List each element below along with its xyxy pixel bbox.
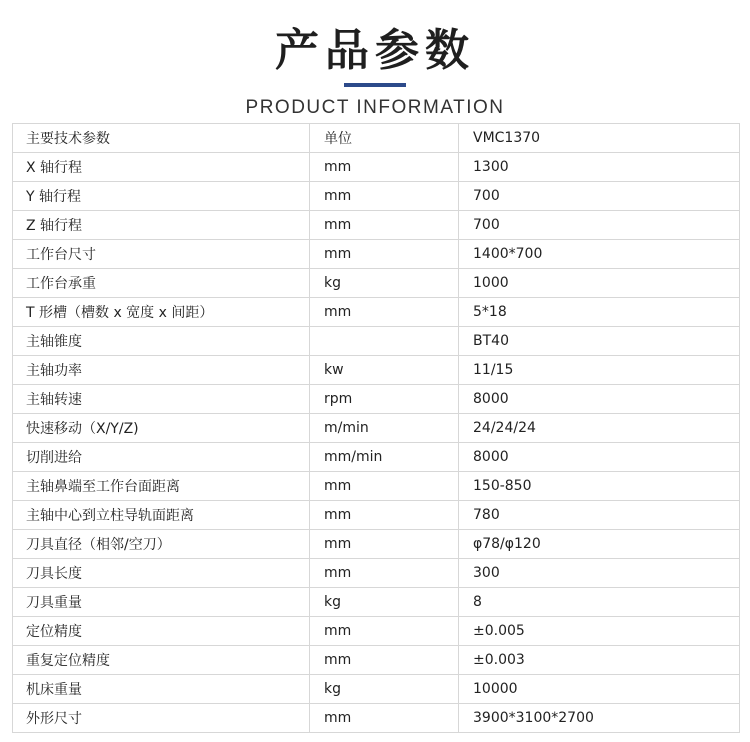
value-cell: 150-850	[459, 472, 740, 501]
param-name-cell: Z 轴行程	[13, 211, 310, 240]
table-row	[13, 414, 740, 443]
param-name-cell: 工作台尺寸	[13, 240, 310, 269]
unit-cell: mm	[310, 240, 459, 269]
unit-cell: kg	[310, 588, 459, 617]
value-cell: 5*18	[459, 298, 740, 327]
value-cell: 1000	[459, 269, 740, 298]
param-name-cell: 切削进给	[13, 443, 310, 472]
table-row	[13, 356, 740, 385]
unit-cell: mm/min	[310, 443, 459, 472]
param-name-cell: 外形尺寸	[13, 704, 310, 733]
value-cell: 24/24/24	[459, 414, 740, 443]
table-row	[13, 240, 740, 269]
table-row	[13, 443, 740, 472]
unit-cell: kg	[310, 269, 459, 298]
param-name-cell: 工作台承重	[13, 269, 310, 298]
value-cell: φ78/φ120	[459, 530, 740, 559]
table-row	[13, 269, 740, 298]
value-cell: 8000	[459, 443, 740, 472]
param-name-cell: 主轴转速	[13, 385, 310, 414]
value-cell: 300	[459, 559, 740, 588]
value-cell: 1400*700	[459, 240, 740, 269]
unit-cell: mm	[310, 211, 459, 240]
table-row	[13, 298, 740, 327]
table-row	[13, 385, 740, 414]
unit-cell: m/min	[310, 414, 459, 443]
value-cell: 8000	[459, 385, 740, 414]
unit-cell: mm	[310, 298, 459, 327]
param-name-cell: 刀具长度	[13, 559, 310, 588]
param-name-cell: 机床重量	[13, 675, 310, 704]
table-row	[13, 646, 740, 675]
table-row	[13, 153, 740, 182]
unit-cell: mm	[310, 472, 459, 501]
spec-table	[12, 123, 740, 733]
param-name-cell: 主轴鼻端至工作台面距离	[13, 472, 310, 501]
value-cell: 1300	[459, 153, 740, 182]
param-name-cell: 重复定位精度	[13, 646, 310, 675]
value-cell: BT40	[459, 327, 740, 356]
unit-cell: mm	[310, 530, 459, 559]
param-name-cell: 主轴中心到立柱导轨面距离	[13, 501, 310, 530]
param-name-cell: 定位精度	[13, 617, 310, 646]
unit-cell: mm	[310, 704, 459, 733]
unit-cell	[310, 327, 459, 356]
value-cell: VMC1370	[459, 124, 740, 153]
unit-cell: kg	[310, 675, 459, 704]
unit-cell: mm	[310, 646, 459, 675]
page-title: 产品参数	[275, 25, 475, 76]
value-cell: 3900*3100*2700	[459, 704, 740, 733]
value-cell: ±0.003	[459, 646, 740, 675]
value-cell: 8	[459, 588, 740, 617]
param-name-cell: Y 轴行程	[13, 182, 310, 211]
param-name-cell: X 轴行程	[13, 153, 310, 182]
table-row	[13, 501, 740, 530]
table-row	[13, 211, 740, 240]
table-row	[13, 588, 740, 617]
table-row	[13, 704, 740, 733]
unit-cell: kw	[310, 356, 459, 385]
param-name-cell: 主轴锥度	[13, 327, 310, 356]
param-name-cell: 刀具直径（相邻/空刀）	[13, 530, 310, 559]
value-cell: ±0.005	[459, 617, 740, 646]
unit-cell: mm	[310, 182, 459, 211]
title-underline	[344, 83, 406, 87]
value-cell: 700	[459, 182, 740, 211]
table-row	[13, 472, 740, 501]
table-row	[13, 559, 740, 588]
param-name-cell: T 形槽（槽数 x 宽度 x 间距）	[13, 298, 310, 327]
table-row	[13, 124, 740, 153]
param-name-cell: 快速移动（X/Y/Z)	[13, 414, 310, 443]
table-row	[13, 530, 740, 559]
table-row	[13, 182, 740, 211]
param-name-cell: 主要技术参数	[13, 124, 310, 153]
param-name-cell: 主轴功率	[13, 356, 310, 385]
table-row	[13, 675, 740, 704]
value-cell: 700	[459, 211, 740, 240]
unit-cell: mm	[310, 617, 459, 646]
page-subtitle: PRODUCT INFORMATION	[245, 97, 505, 118]
value-cell: 780	[459, 501, 740, 530]
unit-cell: 单位	[310, 124, 459, 153]
unit-cell: mm	[310, 501, 459, 530]
unit-cell: mm	[310, 559, 459, 588]
table-row	[13, 617, 740, 646]
value-cell: 11/15	[459, 356, 740, 385]
unit-cell: rpm	[310, 385, 459, 414]
value-cell: 10000	[459, 675, 740, 704]
table-row	[13, 327, 740, 356]
param-name-cell: 刀具重量	[13, 588, 310, 617]
spec-table-body	[13, 124, 740, 733]
unit-cell: mm	[310, 153, 459, 182]
